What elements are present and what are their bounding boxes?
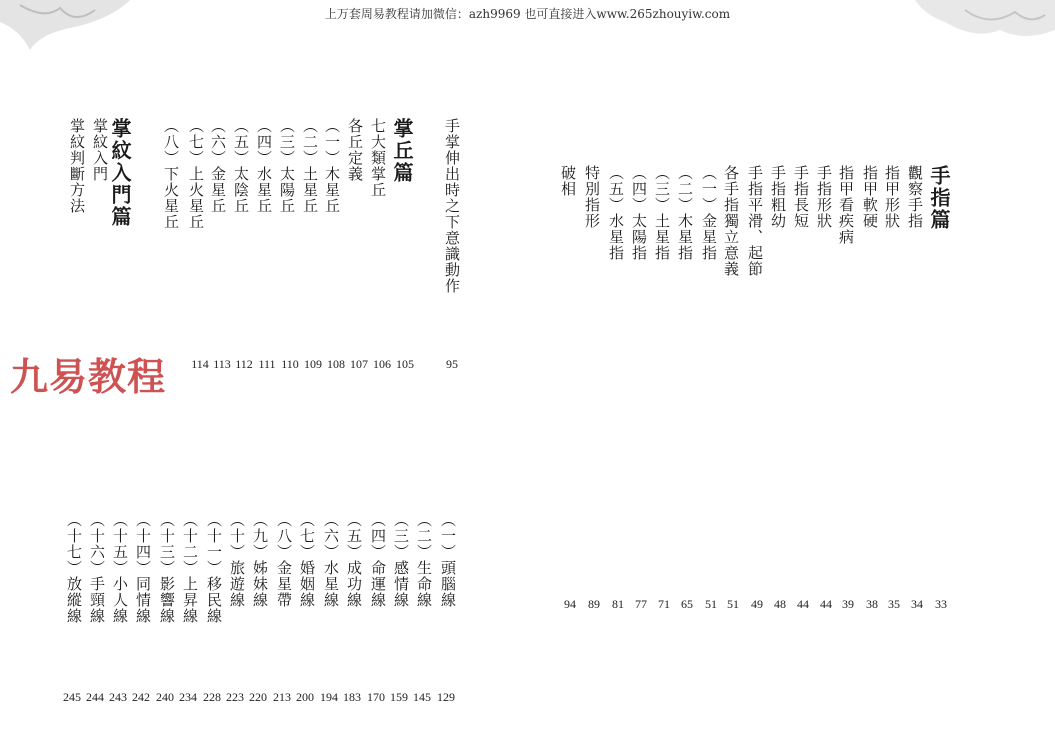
page-number: 109 [304,357,322,371]
page-number: 145 [413,690,431,704]
page-number: 183 [343,690,361,704]
page-number: 105 [396,357,414,371]
toc-entry: （八）下火星丘 [162,118,180,230]
page-number: 213 [273,690,291,704]
toc-entry: （四）太陽指 [630,165,648,261]
toc-entry: 指甲軟硬 [861,165,879,229]
page-number: 48 [774,597,786,611]
page-number: 33 [935,597,947,611]
page-number: 81 [612,597,624,611]
toc-entry: （三）感情線 [392,512,410,608]
toc-entry: （十三）影響線 [158,512,176,624]
page-number: 44 [797,597,809,611]
toc-entry: 手指長短 [792,165,810,229]
header-banner: 上万套周易教程请加微信：azh9969 也可直接进入www.265zhouyiw.com [324,7,731,21]
page-number: 111 [258,357,276,371]
page-number: 106 [373,357,391,371]
page-number: 220 [249,690,267,704]
page-number: 240 [156,690,174,704]
page-number: 39 [842,597,854,611]
toc-entry: （一）木星丘 [323,118,341,214]
toc-entry: 掌紋判斷方法 [68,118,86,214]
toc-entry: （十五）小人線 [111,512,129,624]
page-number: 159 [390,690,408,704]
page-number: 223 [226,690,244,704]
page-number: 51 [727,597,739,611]
page-number: 49 [751,597,763,611]
toc-entry: （五）成功線 [345,512,363,608]
page-number: 77 [635,597,647,611]
page-number: 110 [281,357,299,371]
toc-entry: （六）金星丘 [209,118,227,214]
page-number: 65 [681,597,693,611]
toc-entry: （三）太陽丘 [278,118,296,214]
section-heading: 掌丘篇 [390,118,414,184]
page-number: 113 [213,357,231,371]
toc-entry: 各丘定義 [346,118,364,182]
toc-entry: （六）水星線 [322,512,340,608]
page-number: 194 [320,690,338,704]
toc-entry: （九）姊妹線 [251,512,269,608]
toc-entry: （五）水星指 [607,165,625,261]
page-number: 242 [132,690,150,704]
toc-entry: （四）水星丘 [255,118,273,214]
page-number: 245 [63,690,81,704]
toc-entry: 指甲形狀 [883,165,901,229]
toc-entry: （十二）上昇線 [181,512,199,624]
watermark-logo: 九易教程 [10,355,167,399]
page-number: 71 [658,597,670,611]
toc-entry: 掌紋入門 [91,118,109,182]
page-number: 35 [888,597,900,611]
page-number: 234 [179,690,197,704]
toc-entry: 手指平滑、起節 [746,165,764,277]
toc-entry: 手掌伸出時之下意識動作 [443,118,461,294]
toc-entry: （七）上火星丘 [187,118,205,230]
page-number: 51 [705,597,717,611]
toc-entry: （五）太陰丘 [232,118,250,214]
section-heading: 掌紋入門篇 [108,118,132,228]
page-number: 129 [437,690,455,704]
page-number: 89 [588,597,600,611]
toc-entry: （二）生命線 [415,512,433,608]
toc-entry: 破相 [559,165,577,197]
toc-entry: （十四）同情線 [134,512,152,624]
page-number: 38 [866,597,878,611]
toc-entry: （十七）放縱線 [65,512,83,624]
page-number: 243 [109,690,127,704]
page-number: 44 [820,597,832,611]
page-number: 108 [327,357,345,371]
page-number: 200 [296,690,314,704]
page-number: 114 [191,357,209,371]
toc-entry: 手指形狀 [815,165,833,229]
page-number: 228 [203,690,221,704]
toc-entry: （八）金星帶 [275,512,293,608]
toc-entry: （七）婚姻線 [298,512,316,608]
page-number: 95 [446,357,458,371]
page-number: 34 [911,597,923,611]
page-number: 170 [367,690,385,704]
toc-entry: （一）金星指 [700,165,718,261]
page-number: 94 [564,597,576,611]
toc-entry: 觀察手指 [906,165,924,229]
toc-entry: （四）命運線 [369,512,387,608]
toc-entry: （二）土星丘 [301,118,319,214]
toc-entry: 特別指形 [583,165,601,229]
toc-entry: 七大類掌丘 [369,118,387,198]
page-number: 112 [235,357,253,371]
toc-entry: （二）木星指 [676,165,694,261]
toc-entry: （三）土星指 [653,165,671,261]
section-heading: 手指篇 [927,165,951,231]
toc-entry: （十六）手頸線 [88,512,106,624]
toc-entry: （十一）移民線 [205,512,223,624]
toc-entry: 手指粗幼 [769,165,787,229]
toc-entry: 指甲看疾病 [837,165,855,245]
page-number: 244 [86,690,104,704]
page-number: 107 [350,357,368,371]
toc-entry: （一）頭腦線 [439,512,457,608]
toc-entry: （十）旅遊線 [228,512,246,608]
toc-entry: 各手指獨立意義 [722,165,740,277]
